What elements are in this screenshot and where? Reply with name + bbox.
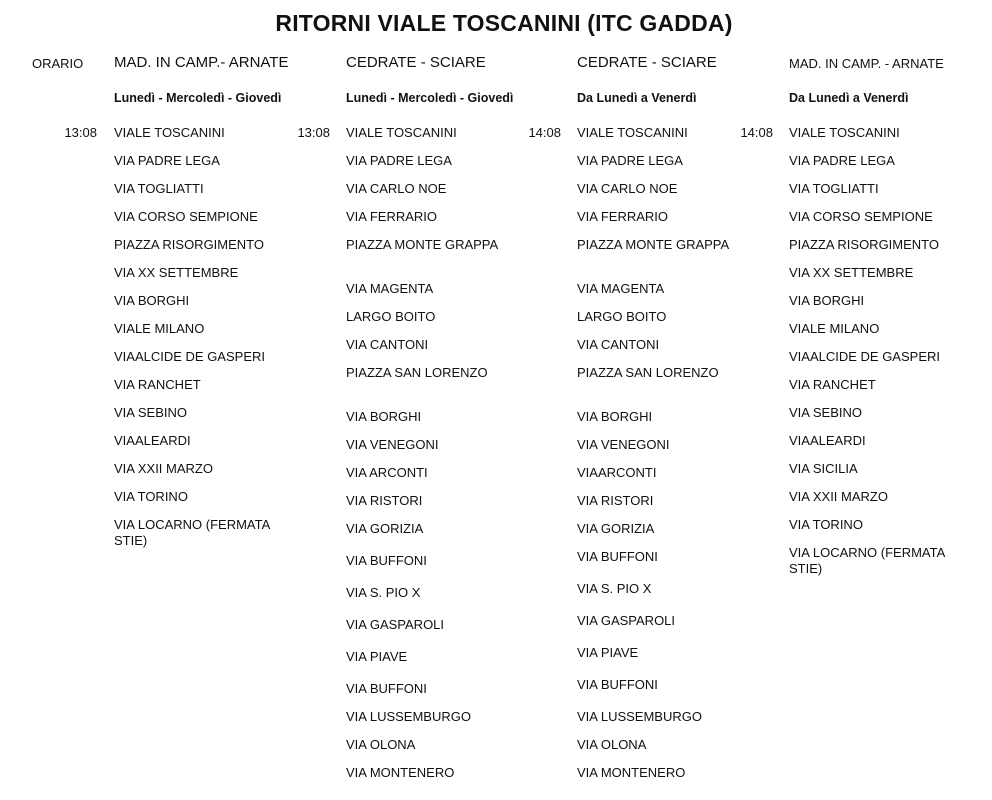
departure-time: 13:08 (297, 125, 330, 140)
stop-item: VIA PIAVE (346, 649, 408, 664)
stop-item: VIA S. PIO X (346, 585, 421, 600)
stop-item: VIALE MILANO (789, 321, 880, 336)
stop-item: VIA GASPAROLI (346, 617, 445, 632)
stop-item: PIAZZA SAN LORENZO (577, 365, 719, 380)
page-title: RITORNI VIALE TOSCANINI (ITC GADDA) (275, 10, 733, 36)
stop-item: VIALE TOSCANINI (114, 125, 225, 140)
stop-item: VIA CANTONI (577, 337, 660, 352)
stop-item: VIA GORIZIA (577, 521, 655, 536)
stop-item: VIA BORGHI (789, 293, 865, 308)
route-name: CEDRATE - SCIARE (346, 54, 486, 71)
stop-item: VIA XX SETTEMBRE (789, 265, 914, 280)
stop-item: VIAARCONTI (577, 465, 657, 480)
stop-item: VIA PADRE LEGA (577, 153, 683, 168)
stop-item: VIA LUSSEMBURGO (577, 709, 702, 724)
route-name: CEDRATE - SCIARE (577, 54, 717, 71)
stop-item: VIA VENEGONI (346, 437, 439, 452)
stop-item: VIA PIAVE (577, 645, 639, 660)
stop-item: LARGO BOITO (346, 309, 436, 324)
stop-item: VIA XXII MARZO (114, 461, 213, 476)
stop-item: VIA GASPAROLI (577, 613, 676, 628)
route-name: MAD. IN CAMP.- ARNATE (114, 54, 289, 71)
stop-item: VIA OLONA (577, 737, 647, 752)
stop-item: VIA BUFFONI (346, 681, 427, 696)
stop-item: VIA RISTORI (346, 493, 423, 508)
stop-item: VIA GORIZIA (346, 521, 424, 536)
stop-item: PIAZZA RISORGIMENTO (789, 237, 940, 252)
stop-item: VIALE TOSCANINI (789, 125, 900, 140)
stop-item: VIA LUSSEMBURGO (346, 709, 471, 724)
stop-item: VIA TOGLIATTI (114, 181, 204, 196)
stop-item: VIA MAGENTA (346, 281, 434, 296)
stop-item: VIA TORINO (114, 489, 188, 504)
stop-item: VIA BUFFONI (346, 553, 427, 568)
route-days: Da Lunedì a Venerdì (789, 91, 909, 105)
departure-time: 13:08 (64, 125, 97, 140)
stop-item: VIAALCIDE DE GASPERI (789, 349, 940, 364)
stop-item: VIA LOCARNO (FERMATA STIE) (789, 545, 945, 576)
stop-item: VIA RISTORI (577, 493, 654, 508)
stop-item: VIAALEARDI (114, 433, 191, 448)
stop-item: VIA PADRE LEGA (114, 153, 220, 168)
stop-item: LARGO BOITO (577, 309, 667, 324)
stop-item: VIA CARLO NOE (577, 181, 678, 196)
stop-item: VIA CANTONI (346, 337, 429, 352)
stop-item: VIA CORSO SEMPIONE (789, 209, 933, 224)
stop-item: VIAALEARDI (789, 433, 866, 448)
stop-item: VIALE MILANO (114, 321, 205, 336)
stop-item: VIA MONTENERO (577, 765, 686, 780)
stop-item: VIA CARLO NOE (346, 181, 447, 196)
stop-item: VIA LOCARNO (FERMATA STIE) (114, 517, 270, 548)
stop-item: PIAZZA SAN LORENZO (346, 365, 488, 380)
stop-item: VIALE TOSCANINI (346, 125, 457, 140)
route-name: MAD. IN CAMP. - ARNATE (789, 56, 944, 71)
stop-item: VIA XX SETTEMBRE (114, 265, 239, 280)
stop-item: VIA MAGENTA (577, 281, 665, 296)
stop-item: VIA RANCHET (114, 377, 201, 392)
stop-item: VIA SEBINO (789, 405, 862, 420)
stop-item: VIA MONTENERO (346, 765, 455, 780)
stop-item: VIA CORSO SEMPIONE (114, 209, 258, 224)
stop-item: VIA BUFFONI (577, 677, 658, 692)
stop-item: VIA XXII MARZO (789, 489, 888, 504)
stop-item: VIA RANCHET (789, 377, 876, 392)
stop-item: VIA TORINO (789, 517, 863, 532)
route-days: Lunedì - Mercoledì - Giovedì (346, 91, 514, 105)
stop-item: VIA VENEGONI (577, 437, 670, 452)
stop-item: VIA ARCONTI (346, 465, 428, 480)
stop-item: PIAZZA MONTE GRAPPA (346, 237, 499, 252)
stop-item: VIA TOGLIATTI (789, 181, 879, 196)
departure-time: 14:08 (740, 125, 773, 140)
stop-item: VIA OLONA (346, 737, 416, 752)
stop-item: VIA BORGHI (346, 409, 422, 424)
route-days: Da Lunedì a Venerdì (577, 91, 697, 105)
stop-item: VIA S. PIO X (577, 581, 652, 596)
route-days: Lunedì - Mercoledì - Giovedì (114, 91, 282, 105)
stop-item: VIA PADRE LEGA (346, 153, 452, 168)
stop-item: VIA BUFFONI (577, 549, 658, 564)
stop-item: VIA FERRARIO (577, 209, 669, 224)
stop-item: VIA FERRARIO (346, 209, 438, 224)
stop-item: VIALE TOSCANINI (577, 125, 688, 140)
stop-item: VIA PADRE LEGA (789, 153, 895, 168)
stop-item: PIAZZA MONTE GRAPPA (577, 237, 730, 252)
stop-item: PIAZZA RISORGIMENTO (114, 237, 265, 252)
stop-item: VIA BORGHI (114, 293, 190, 308)
stop-item: VIA SICILIA (789, 461, 858, 476)
stop-item: VIA BORGHI (577, 409, 653, 424)
stop-item: VIAALCIDE DE GASPERI (114, 349, 265, 364)
departure-time: 14:08 (528, 125, 561, 140)
stop-item: VIA SEBINO (114, 405, 187, 420)
orario-label: ORARIO (32, 56, 84, 71)
